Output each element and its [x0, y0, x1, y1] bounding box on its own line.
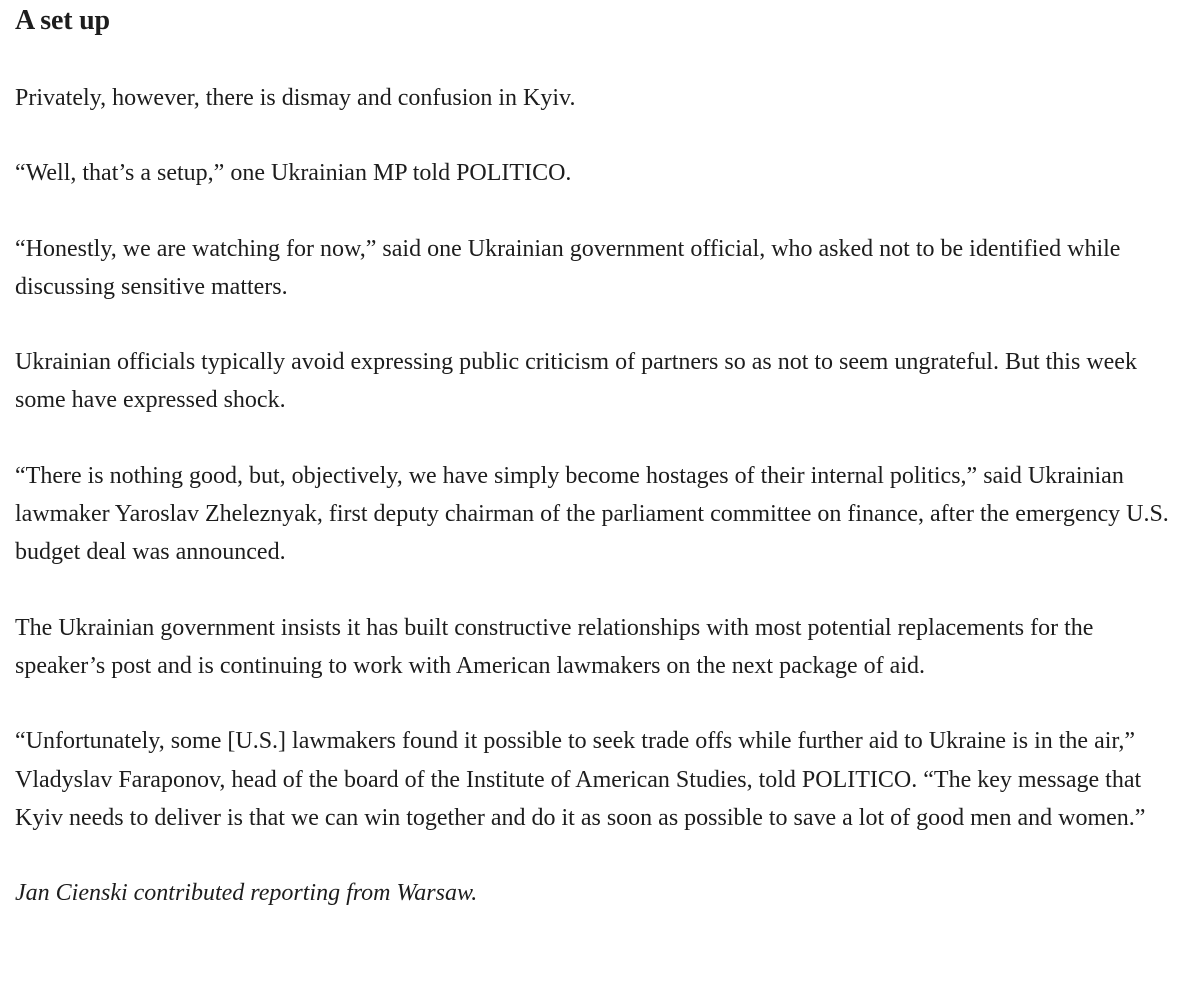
- article-paragraph: “Well, that’s a setup,” one Ukrainian MP told POLITICO.: [15, 160, 572, 187]
- article-paragraph: “Unfortunately, some [U.S.] lawmakers found it possible to seek trade offs while further aid to Ukraine is in the air,” Vladyslav Faraponov, head of the board of the Institute of American Studies, told POLITICO. “The key message that Kyiv needs to deliver is that we can win together and do it as soon as possible to save a lot of good men and women.”: [15, 728, 1146, 831]
- section-heading: A set up: [15, 5, 110, 36]
- article-paragraph: Privately, however, there is dismay and confusion in Kyiv.: [15, 85, 576, 111]
- article-paragraph: Ukrainian officials typically avoid expressing public criticism of partners so as not to seem ungrateful. But this week some have expressed shock.: [15, 349, 1137, 414]
- article-body: [15, 0, 1185, 912]
- article-paragraph: “Honestly, we are watching for now,” said one Ukrainian government official, who asked not to be identified while discussing sensitive matters.: [15, 235, 1121, 300]
- reporting-credit: Jan Cienski contributed reporting from Warsaw.: [15, 880, 478, 907]
- article-paragraph: “There is nothing good, but, objectively, we have simply become hostages of their internal politics,” said Ukrainian lawmaker Yaroslav Zheleznyak, first deputy chairman of the parliament committee on finance, after the emergency U.S. budget deal was announced.: [15, 462, 1169, 566]
- article-paragraph: The Ukrainian government insists it has built constructive relationships with most potential replacements for the speaker’s post and is continuing to work with American lawmakers on the next package of aid.: [15, 614, 1094, 679]
